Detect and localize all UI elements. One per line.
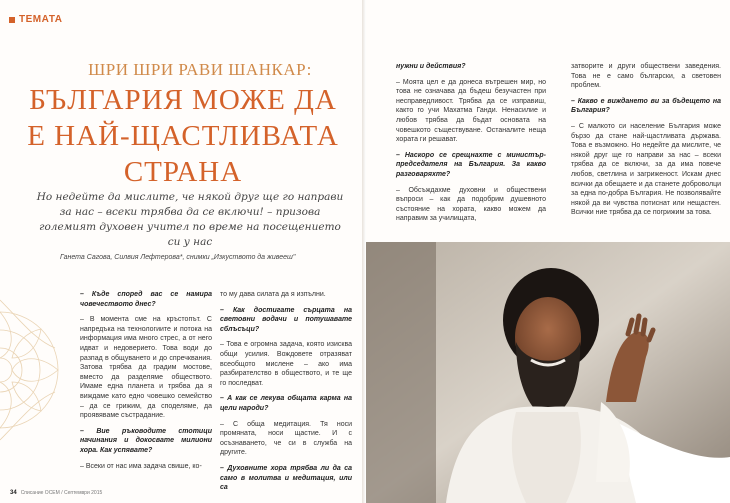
question: – Какво е виждането ви за бъдещето на България? (571, 97, 721, 115)
question: – Вие ръководите стотици начинания и докосвате милиони хора. Как успявате? (80, 427, 212, 454)
answer: – В момента сме на кръстопът. С напредъка на технологиите и потока на информация има много стрес, а от него идват и недоверието. Това води до разпад в общуването и до спречквания. Затова трябва да градим мостове, вместо да разделяме обществото. Имаме една планета и трябва да я виждаме като едно човешко семейство – да се грижим, да споделяме, да проявяваме състрадание. (80, 316, 212, 420)
text-column-3 (396, 62, 546, 230)
question: – Къде според вас се намира човечеството днес? (80, 291, 212, 308)
answer: – Обсъждахме духовни и обществени въпроси – как да подобрим душевното състояние на хората, какво можем да направим за училищата, (396, 186, 546, 223)
text-column-1 (80, 290, 212, 477)
portrait-photo (366, 242, 730, 503)
article-lead: Но недейте да мислите, че някой друг ще го направи за нас – всеки трябва да се включи! – призова големият духовен учител по време на посещението си у нас (36, 191, 344, 248)
article-title: БЪЛГАРИЯ МОЖЕ ДА Е НАЙ-ЩАСТЛИВАТА СТРАНА (27, 84, 339, 188)
question: – А как се лекува общата карма на цели народи? (220, 395, 352, 412)
answer: – Всеки от нас има задача свише, ко- (80, 462, 202, 470)
section-marker-icon (9, 17, 15, 23)
article-supertitle: ШРИ ШРИ РАВИ ШАНКАР: (88, 60, 312, 79)
section-label: ТЕМАТА (19, 14, 63, 25)
portrait-illustration-icon (366, 242, 730, 503)
answer: – Моята цел е да донеса вътрешен мир, но това не означава да бъдеш безучастен при несправедливост. Трябва да се изправиш, както го учи Махатма Ганди. Ненасилие и любов трябва да бъдат основата на човешкото съществуване. Останалите неща хората ги решават. (396, 78, 546, 144)
answer: – С малкото си население България може бързо да стане най-щастливата държава. Това е възможно. Но недейте да мислите, че някой друг ще го направи за нас – всеки трябва да се включи, за да има повече любов, светлина и загриженост. Искам днес всички да обещаете и да станете доброволци за една по-добра България. Не позволявайте някой да ви чувства потиснат или нещастен. Всички ние трябва да се погрижим за това. (571, 122, 721, 217)
text-column-2 (220, 290, 352, 499)
footer-text: Списание ОСЕМ / Септември 2015 (20, 490, 103, 496)
left-page (0, 0, 362, 503)
question: – Наскоро се срещнахте с министър-председателя на България. За какво разговаряхте? (396, 151, 546, 178)
question: – Духовните хора трябва ли да са само в молитва и медитация, или са (220, 464, 352, 492)
question: нужни и действия? (396, 63, 466, 70)
answer: то му дава силата да я изпълни. (220, 291, 326, 298)
question: – Как достигате сърцата на световни водачи и потушавате сблъсъци? (220, 306, 352, 333)
answer: – С обща медитация. Тя носи промяната, носи щастие. И с осъзнаването, че си в служба на другите. (220, 420, 352, 457)
answer: затворите и други обществени заведения. Това не е само български, а световен проблем. (571, 63, 721, 90)
article-credits: Ганета Сагова, Силвия Лефтерова*, снимки „Изкуството да живееш" (60, 254, 296, 261)
page-footer (10, 490, 102, 496)
page-number: 34 (10, 490, 17, 496)
section-tag (9, 14, 63, 25)
answer: – Това е огромна задача, която изисква общи усилия. Вождовете отразяват всеобщото мислене – ако има разбирателство в обществото, и те ще го последват. (220, 341, 352, 387)
mandala-ornament-icon (0, 270, 70, 470)
text-column-4 (571, 62, 721, 224)
